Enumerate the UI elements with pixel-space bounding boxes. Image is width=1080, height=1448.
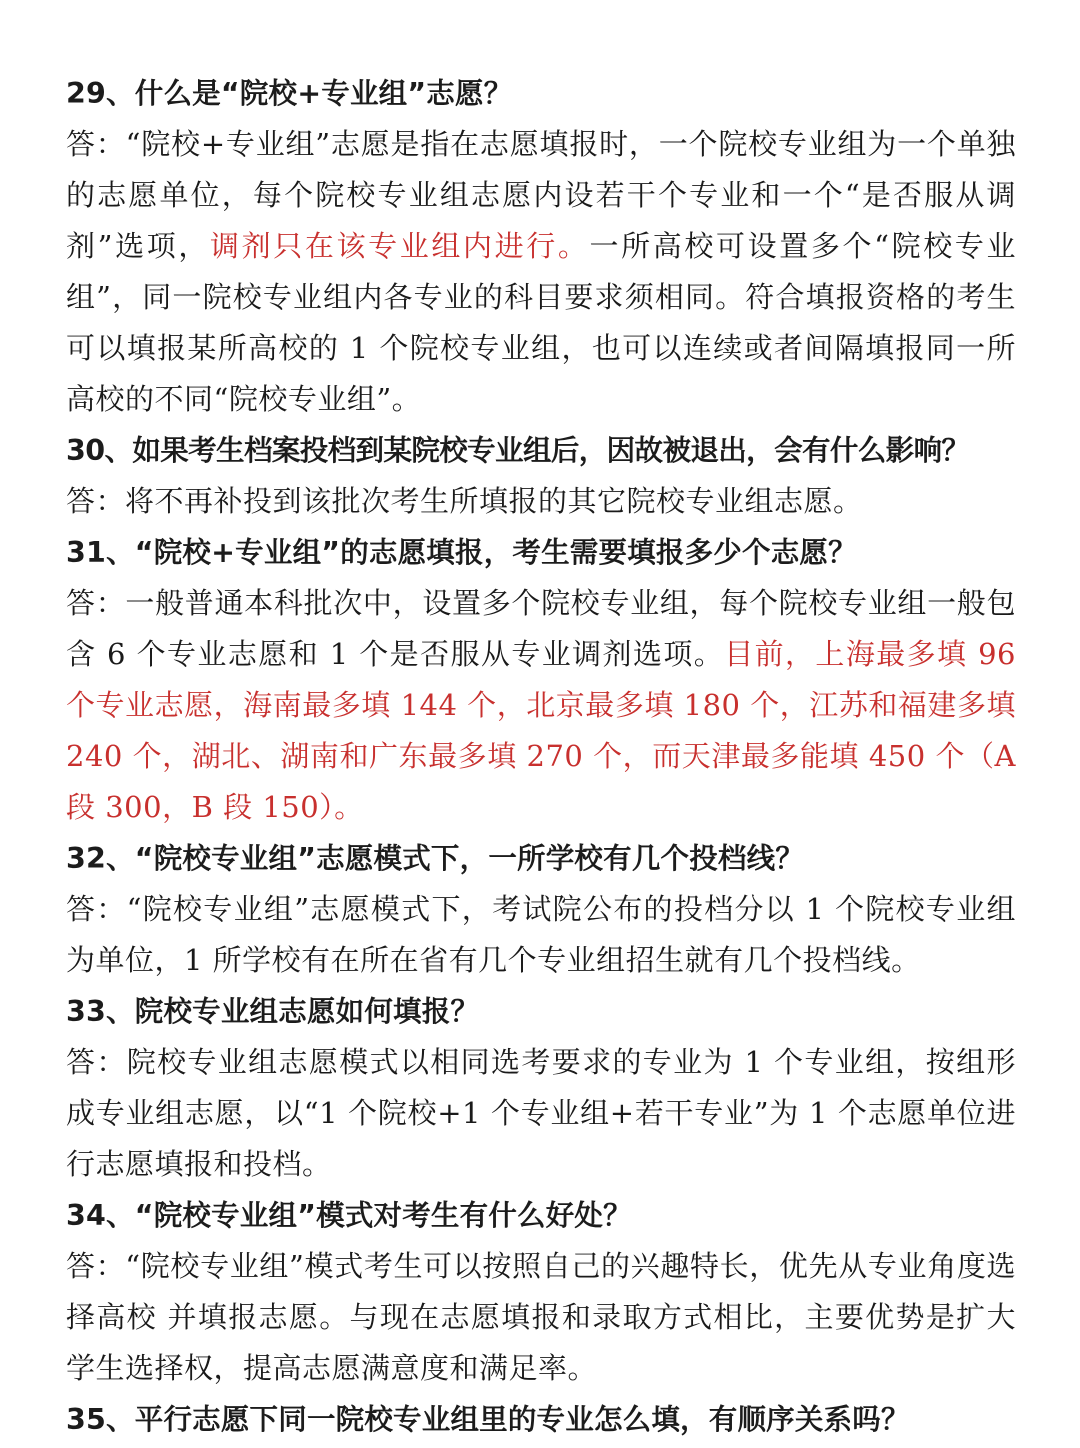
answer-text: 一所高校可设置多个“院校专业组”，同一院校专业组内各专业的科目要求须相同。符合填报资格的考生可以填报某所高校的 1 个院校专业组，也可以连续或者间隔填报同一所高校的不同“院校专业组”。: [66, 229, 1017, 416]
question-29: 29、什么是“院校+专业组”志愿？: [66, 77, 513, 110]
question-34: 34、“院校专业组”模式对考生有什么好处？: [66, 1199, 632, 1232]
answer-text: 答：一般普通本科批次中，设置多个院校专业组，每个院校专业组一般包含 6 个专业志愿和 1 个是否服从专业调剂选项。: [66, 586, 1016, 671]
question-30: 30、如果考生档案投档到某院校专业组后，因故被退出，会有什么影响？: [66, 434, 970, 467]
answer-34: [66, 1241, 1016, 1394]
answer-29: [66, 119, 1016, 425]
answer-31: [66, 578, 1016, 833]
question-32: 32、“院校专业组”志愿模式下，一所学校有几个投档线？: [66, 842, 805, 875]
faq-document: [66, 68, 1016, 1445]
question-35: 35、平行志愿下同一院校专业组里的专业怎么填，有顺序关系吗？: [66, 1403, 910, 1436]
answer-32: [66, 884, 1016, 986]
answer-highlight: 目前，上海最多填 96 个专业志愿，海南最多填 144 个，北京最多填 180 个，江苏和福建多填 240 个，湖北、湖南和广东最多填 270 个，而天津最多能填 450 个（A 段 300，B 段 150）。: [66, 637, 1016, 824]
answer-text: 答：将不再补投到该批次考生所填报的其它院校专业组志愿。: [66, 484, 863, 518]
answer-text: 答：“院校专业组”志愿模式下，考试院公布的投档分以 1 个院校专业组为单位，1 所学校有在所在省有几个专业组招生就有几个投档线。: [66, 892, 1016, 977]
answer-highlight: 调剂只在该专业组内进行。: [209, 229, 590, 263]
answer-text: 答：院校专业组志愿模式以相同选考要求的专业为 1 个专业组，按组形成专业组志愿，以“1 个院校+1 个专业组+若干专业”为 1 个志愿单位进行志愿填报和投档。: [66, 1045, 1016, 1181]
answer-text: 答：“院校+专业组”志愿是指在志愿填报时，一个院校专业组为一个单独的志愿单位，每个院校专业组志愿内设若干个专业和一个“是否服从调剂”选项，: [66, 127, 1016, 263]
answer-text: 答：“院校专业组”模式考生可以按照自己的兴趣特长，优先从专业角度选择高校 并填报志愿。与现在志愿填报和录取方式相比，主要优势是扩大学生选择权，提高志愿满意度和满足率。: [66, 1249, 1016, 1385]
answer-30: [66, 476, 1016, 527]
question-33: 33、院校专业组志愿如何填报？: [66, 995, 480, 1028]
question-31: 31、“院校+专业组”的志愿填报，考生需要填报多少个志愿？: [66, 536, 857, 569]
answer-33: [66, 1037, 1016, 1190]
